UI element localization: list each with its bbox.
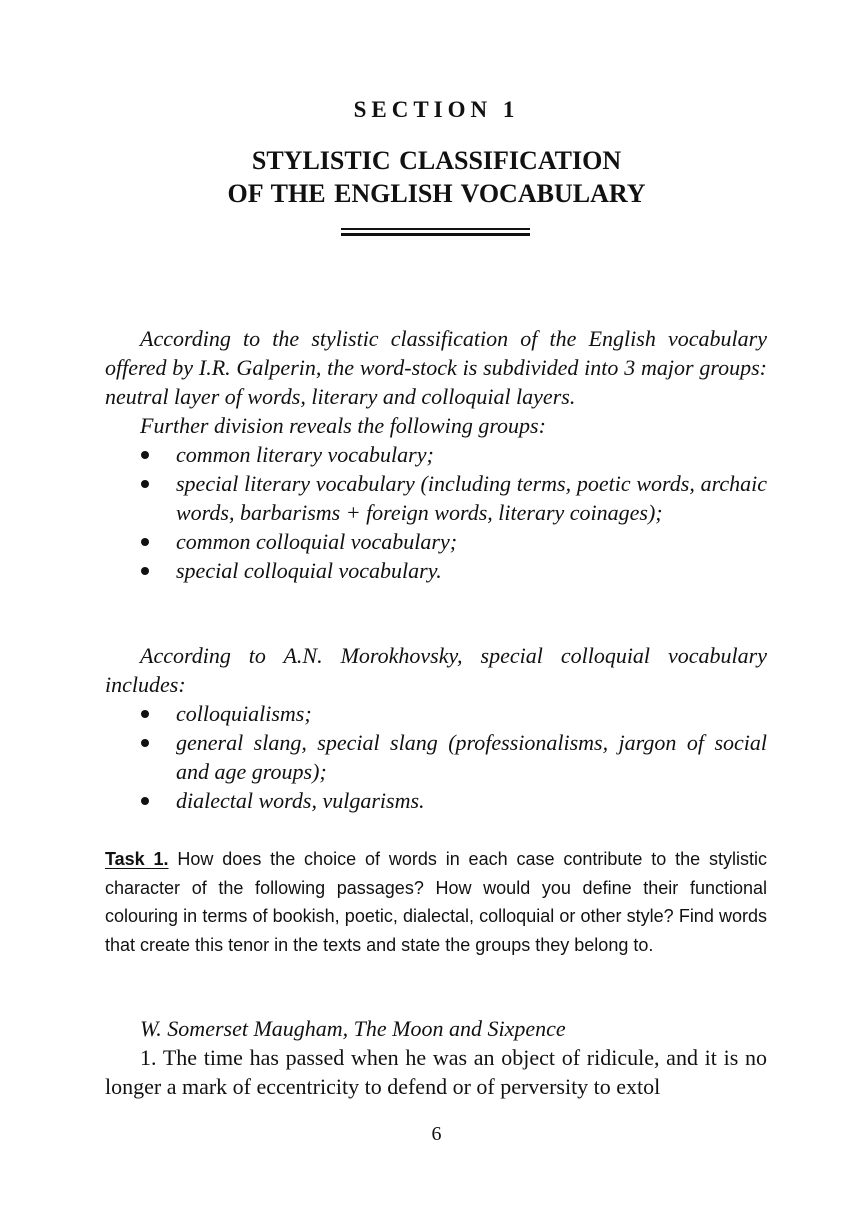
- further-division-line: Further division reveals the following groups:: [140, 413, 546, 438]
- bullet-icon: [141, 797, 149, 805]
- list-item-text: common literary vocabulary;: [176, 442, 434, 467]
- bullet-icon: [141, 538, 149, 546]
- intro-paragraph: According to the stylistic classification of the English vocabulary offered by I.R. Galperin, the word-stock is subdivided into 3 major groups: neutral layer of words, literary and colloquial layers.: [105, 326, 767, 409]
- list-item: [105, 786, 767, 815]
- list-item-text: common colloquial vocabulary;: [176, 529, 458, 554]
- list-item-text: colloquialisms;: [176, 701, 312, 726]
- list-item-text: dialectal words, vulgarisms.: [176, 788, 425, 813]
- rule-line-top: [341, 228, 530, 230]
- task-text: How does the choice of words in each case contribute to the stylistic character of the following passages? How would you define their functional colouring in terms of bookish, poetic, dialectal, colloquial or other style? Find words that create this tenor in the texts and state the groups they belong to.: [105, 849, 767, 955]
- page-number: 6: [431, 1123, 442, 1145]
- morokhovsky-paragraph: According to A.N. Morokhovsky, special colloquial vocabulary includes:: [105, 643, 767, 697]
- list-item: [105, 556, 767, 585]
- list-item-text: special literary vocabulary (including terms, poetic words, archaic words, barbarisms + foreign words, literary coinages);: [176, 471, 767, 525]
- excerpt-source: W. Somerset Maugham, The Moon and Sixpence: [140, 1016, 566, 1041]
- chapter-title-line-1: STYLISTIC CLASSIFICATION: [251, 146, 622, 175]
- list-item-text: special colloquial vocabulary.: [176, 558, 442, 583]
- bullet-icon: [141, 567, 149, 575]
- colloquial-vocabulary-list: [105, 699, 767, 815]
- section-label: SECTION 1: [353, 97, 520, 122]
- list-item: [105, 440, 767, 469]
- list-item-text: general slang, special slang (professionalisms, jargon of social and age groups);: [176, 730, 767, 784]
- bullet-icon: [141, 480, 149, 488]
- list-item: [105, 728, 767, 786]
- bullet-icon: [141, 710, 149, 718]
- title-double-rule: [341, 228, 530, 237]
- vocabulary-groups-list: [105, 440, 767, 585]
- list-item: [105, 527, 767, 556]
- list-item: [105, 469, 767, 527]
- bullet-icon: [141, 739, 149, 747]
- excerpt-text: 1. The time has passed when he was an object of ridicule, and it is no longer a mark of eccentricity to defend or of perversity to extol: [105, 1045, 767, 1099]
- intro-section: [105, 324, 767, 585]
- task-1: [105, 845, 767, 959]
- chapter-title-line-2: OF THE ENGLISH VOCABULARY: [227, 179, 646, 208]
- chapter-title: [0, 144, 857, 210]
- rule-line-bottom: [341, 233, 530, 236]
- morokhovsky-section: [105, 641, 767, 815]
- list-item: [105, 699, 767, 728]
- task-label: Task 1.: [105, 849, 169, 869]
- bullet-icon: [141, 451, 149, 459]
